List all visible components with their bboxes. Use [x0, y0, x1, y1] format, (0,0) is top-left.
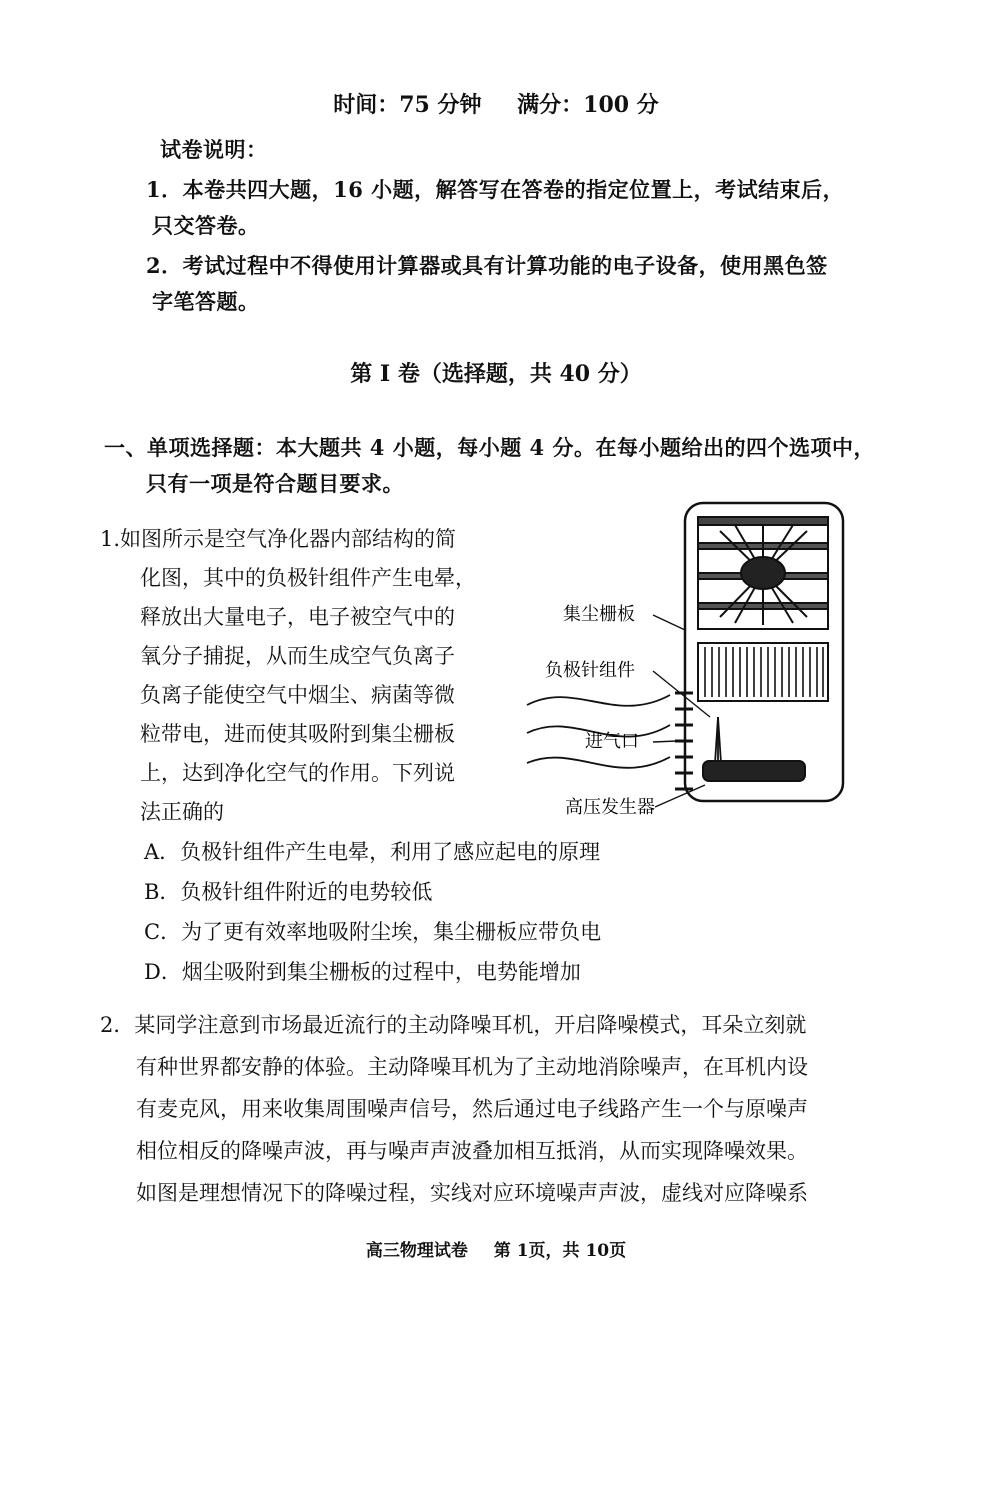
exam-score: 满分：100 分	[517, 92, 659, 118]
footer-subject: 高三物理试卷	[365, 1241, 468, 1261]
instruction-2-line-2: 字笔答题。	[152, 289, 260, 314]
exam-time: 时间：75 分钟	[333, 92, 482, 118]
question-1-option-c: C．为了更有效率地吸附尘埃，集尘栅板应带负电	[144, 920, 602, 944]
question-1-line: 法正确的	[140, 800, 224, 824]
question-1-line: 粒带电，进而使其吸附到集尘栅板	[140, 722, 455, 746]
air-purifier-diagram	[505, 495, 855, 825]
high-voltage-generator	[703, 761, 805, 781]
question-1-option-a: A．负极针组件产生电晕，利用了感应起电的原理	[144, 840, 601, 864]
question-2-line: 相位相反的降噪声波，再与噪声声波叠加相互抵消，从而实现降噪效果。	[136, 1139, 808, 1163]
instructions-title: 试卷说明：	[160, 137, 268, 162]
question-2-line: 有麦克风，用来收集周围噪声信号，然后通过电子线路产生一个与原噪声	[136, 1097, 808, 1121]
question-2-line: 有种世界都安静的体验。主动降噪耳机为了主动地消除噪声，在耳机内设	[136, 1055, 808, 1079]
question-1-option-d: D．烟尘吸附到集尘栅板的过程中，电势能增加	[144, 960, 581, 984]
instruction-1-line-2: 只交答卷。	[152, 213, 260, 238]
section-title: 第 I 卷（选择题，共 40 分）	[350, 361, 642, 387]
label-negative-needle: 负极针组件	[545, 660, 635, 681]
question-1-line: 氧分子捕捉，从而生成空气负离子	[140, 644, 455, 668]
footer-page-number: 第 1页，共 10页	[493, 1241, 627, 1261]
part-1-heading-line-1: 一、单项选择题：本大题共 4 小题，每小题 4 分。在每小题给出的四个选项中，	[104, 435, 875, 460]
question-2-line: 2．某同学注意到市场最近流行的主动降噪耳机，开启降噪模式，耳朵立刻就	[100, 1013, 807, 1037]
question-1-line: 化图，其中的负极针组件产生电晕，	[140, 566, 476, 590]
question-1-option-b: B．负极针组件附近的电势较低	[144, 880, 433, 904]
instruction-1-line-1: 1．本卷共四大题，16 小题，解答写在答卷的指定位置上，考试结束后，	[146, 177, 845, 202]
label-dust-grid: 集尘栅板	[563, 604, 635, 625]
label-high-voltage-generator: 高压发生器	[565, 797, 655, 818]
question-1-text	[100, 520, 476, 832]
page-footer	[0, 1236, 992, 1261]
question-1-line: 上，达到净化空气的作用。下列说	[140, 761, 455, 785]
label-air-inlet: 进气口	[585, 731, 639, 752]
question-2-text	[100, 1004, 808, 1214]
question-1-line: 负离子能使空气中烟尘、病菌等微	[140, 683, 455, 707]
dust-collecting-grid	[698, 643, 828, 701]
question-2-line: 如图是理想情况下的降噪过程，实线对应环境噪声声波，虚线对应降噪系	[136, 1181, 808, 1205]
question-1-line: 1.如图所示是空气净化器内部结构的简	[100, 527, 457, 551]
negative-needle	[715, 717, 721, 763]
instruction-2-line-1: 2．考试过程中不得使用计算器或具有计算功能的电子设备，使用黑色签	[146, 253, 828, 278]
exam-header	[0, 88, 992, 119]
part-1-heading-line-2: 只有一项是符合题目要求。	[146, 471, 404, 496]
fan-grille	[698, 517, 828, 629]
question-1-line: 释放出大量电子，电子被空气中的	[140, 605, 455, 629]
